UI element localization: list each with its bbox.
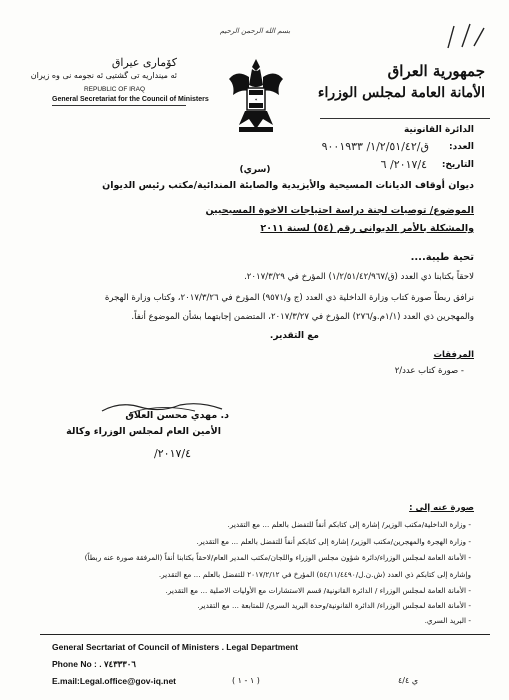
ref-number-label: العدد: [449, 142, 474, 152]
subject-line-1: الموضوع/ توصيات لجنة دراسة احتياجات الاخوة المسيحيين [205, 205, 474, 216]
footer-department: General Secrtariat of Council of Ministers . Legal Department [52, 642, 299, 652]
body-paragraph-2: نرافق ربطاً صورة كتاب وزارة الداخلية ذي العدد (ج و/٩٥٧١) المؤرخ في ٢٠١٧/٣/٢٦، وكتاب وزارة الهجرة [104, 293, 474, 303]
signatory-name: د. مهدي محسن العلاق [125, 410, 229, 421]
footer-rule [40, 634, 490, 635]
iraq-emblem-icon [225, 55, 287, 135]
department: الدائرة القانونية [403, 125, 474, 135]
header-rule-left [52, 105, 186, 106]
copy-item: - وزارة الداخلية/مكتب الوزير/ إشارة إلى كتابكم أنفاً للتفضل بالعلم ... مع التقدير. [227, 520, 471, 529]
header-rule-right [320, 118, 490, 119]
basmala: بسم الله الرحمن الرحيم [219, 27, 291, 35]
republic-english: REPUBLIC OF IRAQ [83, 86, 146, 93]
signatory-title: الأمين العام لمجلس الوزراء وكالة [66, 426, 221, 437]
republic-kurdish: كۆماری عیراق [111, 56, 177, 69]
secretariat-english: General Secretariat for the Council of Ministers [52, 96, 209, 103]
secretariat-arabic: الأمانة العامة لمجلس الوزراء [317, 85, 485, 101]
classification: (سري) [239, 165, 271, 175]
date-label: التاريخ: [441, 160, 474, 170]
page-of: ي ٤/٤ [398, 676, 419, 685]
subject-line-2: والمشكلة بالأمر الديواني رقم (٥٤) لسنة ٢٠١١ [260, 223, 474, 234]
copies-label: صورة عنه إلى : [409, 503, 474, 513]
copy-item: - البريد السري. [424, 616, 471, 625]
body-paragraph-3: والمهجرين ذي العدد (١/١م.و/٢٧٦) المؤرخ في ٢٠١٧/٣/٢٧، المتضمن إجابتهما بشأن الموضوع أنفاً. [131, 312, 474, 322]
republic-arabic: جمهورية العراق [387, 62, 485, 80]
date-value: ٢٠١٧/٤/ ٦ [380, 158, 427, 171]
handwritten-mark [440, 22, 490, 50]
footer-email: E.mail:Legal.office@gov-iq.net [52, 676, 176, 686]
copy-item: - وزارة الهجرة والمهجرين/مكتب الوزير/ إشارة إلى كتابكم أنفاً للتفضل بالعلم ... مع التقدير. [196, 537, 471, 546]
secretariat-kurdish: ئه مینداریه تی گشتیی ئه نجومه نی وه زیران [30, 71, 177, 80]
svg-text:✶: ✶ [254, 97, 258, 102]
closing-thanks: مع التقدير. [269, 331, 319, 341]
page-number: ( ١ - ١ ) [232, 676, 260, 685]
body-paragraph-1: لاحقاً بكتابنا ذي العدد (ق/١/٢/٥١/٤٢/٩٦٧) المؤرخ في ٢٠١٧/٣/٢٩. [244, 272, 474, 282]
copy-item: وإشارة إلى كتابكم ذي العدد (ش.ن.ل/٥٤/١١/٤٤٩٠) المؤرخ في ٢٠١٧/٢/١٢ للتفضل بالعلم ... مع التقدير. [158, 570, 471, 579]
copy-item: - الأمانة العامة لمجلس الوزراء/ الدائرة القانونية/وحدة البريد السري/ للمتابعة ... مع التقدير. [197, 601, 471, 610]
copy-item: - الأمانة العامة لمجلس الوزراء/دائرة شؤون مجلس الوزراء واللجان/مكتب المدير العام/لاحقاً بكتابنا أنفاً (المرفقة صورة عنه ربطاً) [84, 553, 471, 562]
copy-item: - الأمانة العامة لمجلس الوزراء / الدائرة القانونية/ قسم الاستشارات مع الأوليات الاصلية ... مع التقدير. [165, 586, 471, 595]
greeting: تحية طيبة.... [410, 252, 474, 263]
attachments-label: المرفقات [433, 350, 474, 360]
footer-phone: Phone No : . ٧٤٣٣٣٠٦ [52, 659, 136, 669]
attachment-item: - صورة كتاب عدد/٢ [394, 366, 464, 376]
addressee: ديوان أوقاف الديانات المسيحية والأيزيدية والصابئة المندائية/مكتب رئيس الديوان [102, 180, 474, 191]
ref-number-value: ق/١/٢/٥١/٤٢/ ٩٠٠١٩٣٣ [321, 140, 429, 153]
signature-date: ٢٠١٧/٤/ [154, 447, 191, 460]
